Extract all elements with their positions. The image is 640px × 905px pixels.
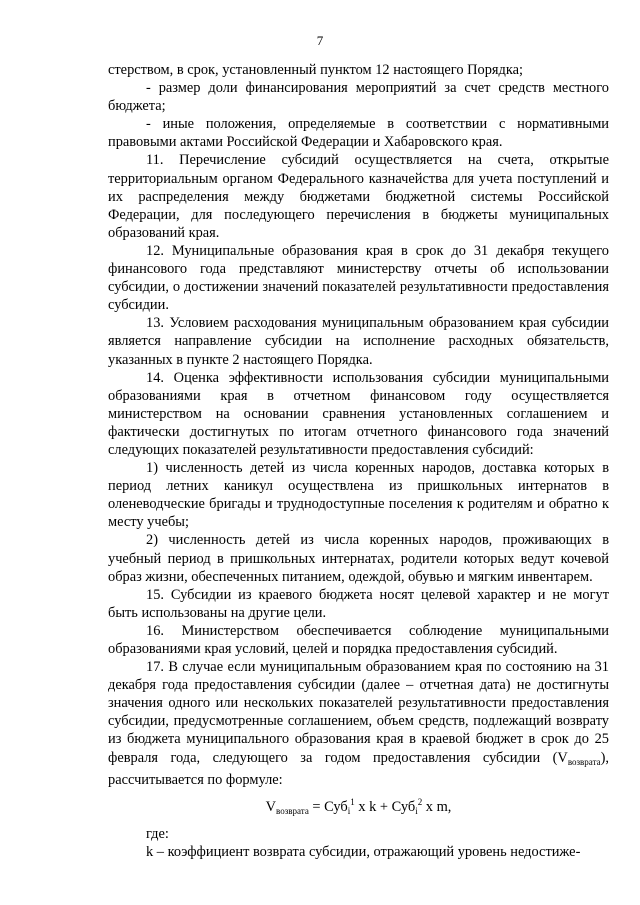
paragraph-other-provisions: - иные положения, определяемые в соответствии с нормативными правовыми актами Российской Федерации и Хабаровского края. [108, 116, 609, 151]
paragraph-k-definition: k – коэффициент возврата субсидии, отражающий уровень недостиже- [146, 843, 581, 860]
formula-index-2: i [415, 805, 418, 816]
paragraph-13-condition: 13. Условием расходования муниципальным образованием края субсидии является направление субсидии на исполнение расходных обязательств, указанных в пункте 2 настоящего Порядка. [108, 315, 609, 368]
paragraph-where: где: [146, 825, 169, 842]
refund-formula [108, 798, 609, 820]
formula-sup-1: 1 [350, 796, 355, 807]
paragraph-indicator-1: 1) численность детей из числа коренных народов, доставка которых в период летних каникул осуществлена из пришкольных интернатов в оленеводческие бригады и труднодоступные поселения к родителям и обратно к месту учебы; [108, 460, 609, 531]
paragraph-continuation: стерством, в срок, установленный пунктом 12 настоящего Порядка; [108, 62, 524, 78]
paragraph-15-purpose: 15. Субсидии из краевого бюджета носят целевой характер и не могут быть использованы на другие цели. [108, 586, 609, 621]
page-number: 7 [316, 33, 324, 48]
formula-mid: x k + Суб [354, 798, 416, 815]
formula-lhs: V [265, 798, 277, 815]
v-refund-subscript: возврата [567, 756, 601, 767]
document-body [108, 61, 609, 861]
paragraph-17-suffix: ), рассчитывается по формуле: [108, 749, 609, 788]
paragraph-14-evaluation: 14. Оценка эффективности использования субсидии муниципальными образованиями края в отчетном финансовом году осуществляется министерством на основании сравнения установленных соглашением и фактически достигнутых по итогам отчетного финансового года значений следующих показателей результативности предоставления субсидий: [108, 369, 609, 458]
formula-tail: x m, [422, 798, 452, 815]
paragraph-12-reports: 12. Муниципальные образования края в срок до 31 декабря текущего финансового года представляют министерству отчеты об использовании субсидии, о достижении значений показателей результативности предоставления субсидии. [108, 242, 609, 314]
paragraph-17-text: 17. В случае если муниципальным образованием края по состоянию на 31 декабря года предоставления субсидии (далее – отчетная дата) не достигнуты значения одного или нескольких показателей результативности предоставления субсидии, предусмотренные соглашением, объем средств, подлежащий возврату из бюджета муниципального образования края в краевой бюджет в срок до 25 февраля года, следующего за годом предоставления субсидии (V [108, 659, 609, 766]
formula-eq: = Суб [308, 798, 348, 815]
formula-index-1: i [347, 805, 351, 816]
paragraph-11-transfer: 11. Перечисление субсидий осуществляется на счета, открытые территориальным органом Федерального казначейства для учета поступлений и их распределения между бюджетами бюджетной системы Российской Федерации, для последующего перечисления в бюджеты муниципальных образований края. [108, 152, 609, 241]
paragraph-16-compliance: 16. Министерством обеспечивается соблюдение муниципальными образованиями края условий, целей и порядка предоставления субсидий. [108, 622, 609, 657]
paragraph-local-budget-share: - размер доли финансирования мероприятий за счет средств местного бюджета; [108, 80, 609, 115]
formula-sup-2: 2 [417, 796, 423, 807]
paragraph-17-refund [108, 658, 609, 789]
paragraph-indicator-2: 2) численность детей из числа коренных народов, проживающих в учебный период в пришкольных интернатах, родители которых ведут кочевой образ жизни, обеспеченных питанием, одеждой, обувью и мягким инвентарем. [108, 532, 609, 585]
formula-lhs-subscript: возврата [276, 805, 309, 816]
